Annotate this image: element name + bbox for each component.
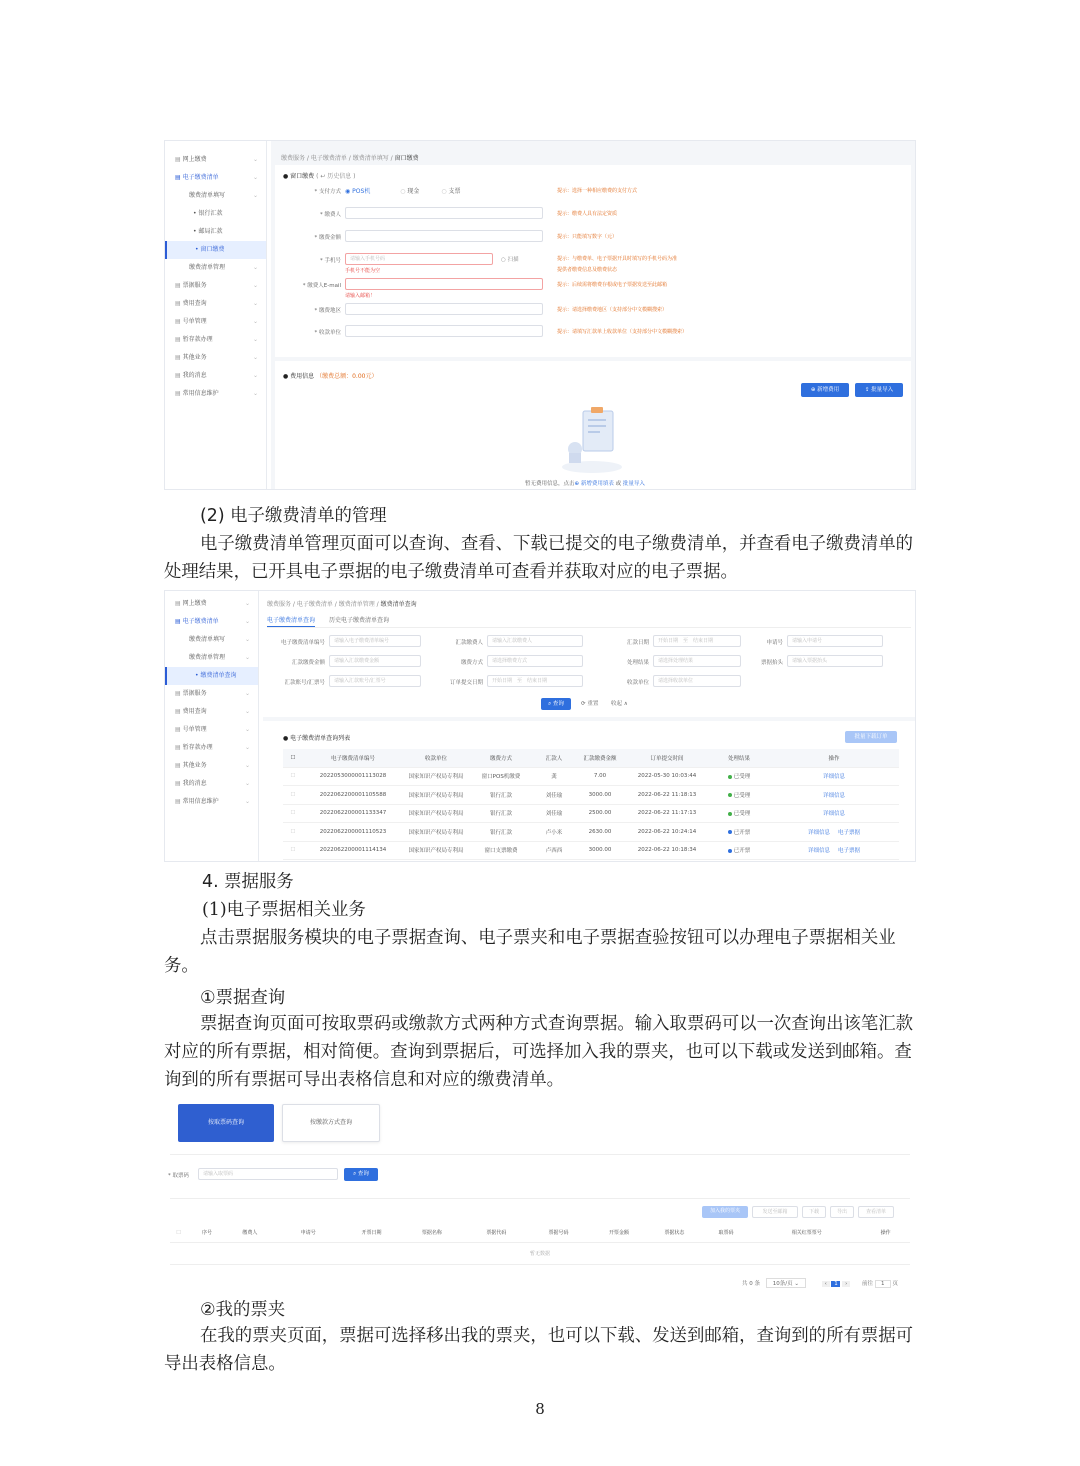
ticket-action-button[interactable]: 查看清单	[858, 1206, 894, 1218]
collapse-link[interactable]: 收起 ∧	[611, 701, 628, 707]
menu-icon: ▤	[175, 300, 183, 307]
column-header: 开票金额	[608, 1230, 629, 1237]
tab-by-payment[interactable]: 按缴款方式查询	[282, 1104, 380, 1142]
sidebar-item[interactable]	[165, 277, 266, 295]
filter-input[interactable]: 开始日期 至 结束日期	[487, 675, 583, 687]
column-header: 处理结果	[727, 755, 750, 762]
list-title: ● 电子缴费清单查询列表	[283, 735, 351, 742]
table-cell: 2022062200001133347	[319, 810, 387, 817]
sidebar-item[interactable]	[165, 169, 266, 187]
table-cell: 2022-05-30 10:03:44	[637, 773, 697, 780]
sidebar-item[interactable]	[165, 721, 258, 739]
table-cell: 2022-06-22 10:18:34	[637, 847, 697, 854]
sidebar-item[interactable]	[165, 685, 258, 703]
sidebar-item-label: 其他业务	[182, 762, 207, 769]
e-ticket-link[interactable]: 电子票据	[838, 848, 861, 855]
heading-list-management: (2) 电子缴费清单的管理	[200, 506, 387, 526]
row-checkbox[interactable]: ☐	[290, 810, 296, 817]
heading-ticket-query: ①票据查询	[200, 988, 286, 1008]
goto-label: 前往	[861, 1281, 873, 1287]
table-header	[283, 749, 899, 768]
filter-input[interactable]: 请选择收款单位	[653, 675, 741, 687]
main-panel	[263, 591, 915, 861]
sidebar-item-label: 暂存款办理	[182, 744, 213, 751]
menu-icon: ▤	[175, 354, 183, 361]
table-row	[283, 768, 899, 787]
phone-error: 手机号不能为空	[345, 268, 381, 274]
table-cell: 龚	[551, 774, 557, 781]
column-header: 相关红票票号	[791, 1230, 822, 1237]
menu-icon: ▤	[175, 618, 183, 625]
ticket-action-button[interactable]: 下载	[802, 1206, 826, 1218]
pagination	[742, 1278, 898, 1288]
chevron-down-icon: ⌄	[244, 726, 250, 733]
pay-method-label: * 支付方式	[314, 189, 341, 195]
table-cell: 7.00	[593, 773, 607, 780]
prev-page-button[interactable]: ‹	[822, 1281, 830, 1287]
sidebar-item[interactable]	[165, 703, 258, 721]
sidebar-item-label: 缴费清单管理	[189, 264, 226, 271]
email-error: 请输入邮箱！	[345, 293, 376, 299]
sidebar-item[interactable]	[165, 205, 266, 223]
sidebar-item-label: 窗口缴费	[200, 246, 225, 253]
tab-history-query[interactable]: 历史电子缴费清单查询	[328, 617, 389, 624]
sidebar-item-label: 常用信息维护	[182, 798, 219, 805]
main-panel	[271, 141, 915, 489]
status-dot	[728, 793, 732, 797]
status-badge: 已受理	[709, 791, 769, 799]
paragraph-list-management: 电子缴费清单管理页面可以查询、查看、下载已提交的电子缴费清单，并查看电子缴费清单的处理结果，已开具电子票据的电子缴费清单可查看并获取对应的电子票据。	[164, 534, 914, 582]
sidebar-item[interactable]	[165, 349, 266, 367]
chevron-down-icon: ⌄	[244, 708, 250, 715]
column-header: 票据号码	[548, 1230, 569, 1237]
chevron-down-icon: ⌄	[244, 654, 250, 661]
sidebar-item-label: 我的消息	[182, 780, 207, 787]
select-all-checkbox[interactable]: ☐	[176, 1229, 182, 1236]
empty-add-link[interactable]: 新增费用填表	[580, 481, 614, 487]
fee-card	[275, 361, 911, 489]
column-header: 订单提交时间	[650, 755, 684, 762]
sidebar-item-label: 网上缴费	[182, 600, 207, 607]
code-input[interactable]: 请输入取票码	[198, 1168, 338, 1180]
table-cell: 3000.00	[588, 847, 612, 854]
table-cell: 2022062200001110523	[319, 828, 387, 835]
chevron-down-icon: ⌄	[244, 780, 250, 787]
breadcrumb: 缴费服务 / 电子缴费清单 / 缴费清单管理 / 缴费清单查询	[267, 601, 417, 608]
filter-label: 订单提交日期	[449, 680, 483, 686]
row-actions	[769, 791, 899, 799]
filter-input[interactable]: 请输入汇款账号/汇票号	[329, 675, 421, 687]
status-badge: 已开票	[709, 828, 769, 836]
query-button[interactable]: ⌕ 查询	[541, 698, 571, 710]
sidebar-item[interactable]	[165, 259, 266, 277]
page-size-select[interactable]: 10条/页 ⌄	[766, 1278, 806, 1288]
column-header: 电子缴费清单编号	[330, 755, 375, 762]
sidebar-item[interactable]	[165, 613, 258, 631]
sidebar-item-label: 费用查询	[182, 708, 207, 715]
filter-label: 汇款缴费人	[455, 640, 483, 646]
goto-input[interactable]: 1	[875, 1280, 891, 1288]
status-badge: 已受理	[709, 809, 769, 817]
ticket-action-button[interactable]: 发送至邮箱	[752, 1206, 798, 1218]
page-number: 8	[535, 1400, 545, 1418]
column-header: 缴费人	[242, 1230, 258, 1237]
table-cell: 刘佳瑜	[545, 811, 563, 818]
sidebar-item-label: 缴费清单查询	[200, 672, 237, 679]
empty-illustration	[557, 399, 627, 475]
batch-download-button[interactable]: 批量下载订单	[845, 731, 897, 743]
reset-button[interactable]: ⟳ 重置	[581, 701, 599, 707]
menu-icon: ▤	[175, 708, 183, 715]
table-cell: 刘佳瑜	[545, 792, 563, 799]
chevron-down-icon: ⌄	[252, 372, 258, 379]
column-header: 汇款人	[545, 755, 563, 762]
filter-input[interactable]: 请选择处理结果	[653, 655, 741, 667]
sidebar-nav	[165, 141, 267, 489]
column-header: 申请号	[300, 1230, 316, 1237]
email-label: * 缴费人E-mail	[302, 283, 341, 289]
filter-input[interactable]: 请输入汇款缴费金额	[329, 655, 421, 667]
chevron-down-icon: ⌄	[252, 336, 258, 343]
filter-input[interactable]: 请输入申请号	[787, 635, 883, 647]
chevron-down-icon: ⌄	[252, 390, 258, 397]
chevron-down-icon: ⌄	[244, 600, 250, 607]
filter-input[interactable]: 请选择缴费方式	[487, 655, 583, 667]
table-row	[283, 805, 899, 824]
sidebar-item[interactable]	[165, 295, 266, 313]
menu-icon: ▤	[175, 174, 183, 181]
bullet-icon: •	[195, 246, 201, 253]
sidebar-item-label: 票据服务	[182, 282, 207, 289]
menu-icon: ▤	[175, 798, 183, 805]
status-dot	[728, 775, 732, 779]
chevron-down-icon: ⌄	[244, 618, 250, 625]
filter-input[interactable]: 开始日期 至 结束日期	[653, 635, 741, 647]
status-dot	[728, 849, 732, 853]
section-title: ● 窗口缴费 ( ↩ 历史信息 )	[283, 173, 356, 180]
table-header	[170, 1224, 910, 1243]
menu-icon: ▤	[175, 318, 183, 325]
column-header: 操作	[828, 755, 840, 762]
receiver-select[interactable]	[345, 325, 543, 337]
sidebar-item-label: 号单管理	[182, 726, 207, 733]
sidebar-item-label: 银行汇款	[198, 210, 223, 217]
menu-icon: ▤	[175, 282, 183, 289]
empty-data: 暂无数据	[170, 1243, 910, 1265]
table-cell: 2022-06-22 11:18:13	[637, 791, 697, 798]
table-cell: 国家知识产权局专利局	[408, 829, 464, 836]
sidebar-item-label: 缴费清单填写	[189, 636, 226, 643]
sidebar-item[interactable]	[165, 385, 266, 403]
table-cell: 2630.00	[588, 828, 612, 835]
phone-input[interactable]: 请输入手机号码	[345, 253, 493, 265]
list-table	[283, 749, 899, 860]
code-query-button[interactable]: ⌕ 查询	[344, 1168, 378, 1181]
email-tip: 提示：后续需将缴费存根或电子票据发送至此邮箱	[557, 282, 668, 288]
sidebar-item-label: 网上缴费	[182, 156, 207, 163]
filter-label: 汇款日期	[626, 640, 649, 646]
column-header: 票据状态	[664, 1230, 685, 1237]
filter-label: 汇款账号/汇票号	[284, 680, 325, 686]
menu-icon: ▤	[175, 780, 183, 787]
filter-label: 票据抬头	[760, 660, 783, 666]
chevron-down-icon: ⌄	[252, 354, 258, 361]
code-label: * 取票码	[168, 1173, 189, 1179]
column-header: 缴费方式	[489, 755, 512, 762]
table-cell: 窗口POS机缴费	[481, 774, 521, 781]
status-badge: 已受理	[709, 772, 769, 780]
detail-link[interactable]: 详细信息	[807, 848, 830, 855]
row-actions	[769, 846, 899, 854]
bullet-icon: •	[193, 210, 199, 217]
bullet-icon: •	[193, 228, 199, 235]
chevron-down-icon: ⌄	[244, 798, 250, 805]
table-cell: 国家知识产权局专利局	[408, 811, 464, 818]
next-page-button[interactable]: ›	[842, 1281, 850, 1287]
menu-icon: ▤	[175, 762, 183, 769]
column-header: 序号	[202, 1230, 213, 1237]
chevron-down-icon: ⌄	[252, 174, 258, 181]
detail-link[interactable]: 详细信息	[822, 774, 845, 781]
fee-info-title: ● 费用信息 （缴费总额：0.00元）	[283, 373, 378, 380]
sidebar-item-label: 票据服务	[182, 690, 207, 697]
table-cell: 2500.00	[588, 810, 612, 817]
chevron-down-icon: ⌄	[252, 282, 258, 289]
form-card	[275, 165, 911, 357]
column-header: 操作	[880, 1230, 891, 1237]
sidebar-item[interactable]	[165, 757, 258, 775]
sidebar-item[interactable]	[165, 367, 266, 385]
empty-import-link[interactable]: 批量导入	[622, 481, 645, 487]
amount-input[interactable]	[345, 230, 543, 242]
sidebar-item-label: 我的消息	[182, 372, 207, 379]
column-header: 开票日期	[361, 1230, 382, 1237]
filter-label: 处理结果	[626, 660, 649, 666]
paragraph-ticket-query: 票据查询页面可按取票码或缴款方式两种方式查询票据。输入取票码可以一次查询出该笔汇款对应的所有票据，相对简便。查询到票据后，可选择加入我的票夹，也可以下载或发送到邮箱。查询到的所有票据可导出表格信息和对应的缴费清单。	[164, 1014, 914, 1090]
ticket-action-button[interactable]: 导出	[830, 1206, 854, 1218]
email-input[interactable]	[345, 278, 543, 290]
sidebar-item[interactable]	[165, 739, 258, 757]
sidebar-item-label: 费用查询	[182, 300, 207, 307]
sidebar-item-label: 常用信息维护	[182, 390, 219, 397]
filter-label: 收款单位	[626, 680, 649, 686]
payer-label: * 缴费人	[320, 212, 341, 218]
ticket-actions	[702, 1206, 908, 1218]
filter-label: 缴费方式	[460, 660, 483, 666]
row-actions	[769, 828, 899, 836]
menu-icon: ▤	[175, 726, 183, 733]
sidebar-item[interactable]	[165, 793, 258, 811]
receiver-label: * 收款单位	[314, 330, 341, 336]
table-cell: 3000.00	[588, 791, 612, 798]
menu-icon: ▤	[175, 156, 183, 163]
menu-icon: ▤	[175, 390, 183, 397]
table-cell: 2022062200001114134	[319, 847, 387, 854]
row-checkbox[interactable]: ☐	[290, 773, 296, 780]
column-header: 收款单位	[424, 755, 447, 762]
heading-ticket-service: 4. 票据服务	[202, 872, 294, 892]
screenshot-ticket-query	[164, 1098, 916, 1292]
menu-icon: ▤	[175, 690, 183, 697]
pay-method-radios[interactable]: ◉ POS机 ○ 现金 ○ 支票	[345, 188, 461, 195]
row-checkbox[interactable]: ☐	[290, 828, 296, 835]
chevron-down-icon: ⌄	[244, 762, 250, 769]
paragraph-e-ticket-business: 点击票据服务模块的电子票据查询、电子票夹和电子票据查验按钮可以办理电子票据相关业务。	[164, 928, 896, 976]
sidebar-item[interactable]	[165, 649, 258, 667]
status-badge: 已开票	[709, 846, 769, 854]
filter-input[interactable]: 请输入电子缴费清单编号	[329, 635, 421, 647]
filter-input[interactable]: 请输入汇款缴费人	[487, 635, 583, 647]
add-fee-button[interactable]: ⊕ 新增费用	[801, 383, 849, 397]
sidebar-item-label: 邮局汇款	[198, 228, 223, 235]
table-cell: 银行汇款	[489, 792, 512, 799]
row-checkbox[interactable]: ☐	[290, 791, 296, 798]
filter-label: 申请号	[766, 640, 783, 646]
phone-tip-2: 提供者缴费信息及缴费状态	[557, 267, 618, 273]
sidebar-item[interactable]	[165, 313, 266, 331]
payer-input[interactable]	[345, 207, 543, 219]
sidebar-item[interactable]	[165, 241, 266, 259]
bullet-icon: •	[195, 672, 201, 679]
row-actions	[769, 772, 899, 780]
table-cell: 国家知识产权局专利局	[408, 848, 464, 855]
chevron-down-icon: ⌄	[252, 156, 258, 163]
sidebar-item-label: 号单管理	[182, 318, 207, 325]
sidebar-item[interactable]	[165, 223, 266, 241]
paragraph-my-folder: 在我的票夹页面，票据可选择移出我的票夹，也可以下载、发送到邮箱，查询到的所有票据可导出表格信息。	[164, 1326, 914, 1374]
status-dot	[728, 830, 732, 834]
receiver-tip: 提示：请填写汇款单上收款单位（支持部分中文模糊搜索）	[557, 329, 688, 335]
column-header: 票据代码	[486, 1230, 507, 1237]
heading-e-ticket-business: (1)电子票据相关业务	[202, 900, 366, 920]
table-cell: 窗口支票缴费	[484, 848, 518, 855]
phone-label: * 手机号	[320, 258, 341, 264]
sidebar-item-label: 电子缴费清单	[182, 174, 219, 181]
chevron-down-icon: ⌄	[244, 636, 250, 643]
breadcrumb: 缴费服务 / 电子缴费清单 / 缴费清单填写 / 窗口缴费	[281, 155, 419, 162]
screenshot-window-payment-form	[164, 140, 916, 490]
status-dot	[728, 812, 732, 816]
screenshot-list-query	[164, 590, 916, 862]
page-current[interactable]: 1	[831, 1281, 840, 1287]
amount-label: * 缴费金额	[314, 235, 341, 241]
tab-bar	[267, 615, 389, 624]
empty-hint: 暂无费用信息，点击⊕ 新增费用填表 或 批量导入	[525, 481, 645, 487]
table-row	[283, 842, 899, 861]
phone-tip: 提示：与缴费单、电子票据开具时填写的手机号码为准	[557, 256, 678, 262]
filter-panel	[263, 635, 913, 695]
table-cell: 2022053000001113028	[319, 773, 387, 780]
sidebar-item[interactable]	[165, 151, 266, 169]
chevron-down-icon: ⌄	[252, 300, 258, 307]
region-label: * 缴费地区	[314, 308, 341, 314]
table-cell: 卢西西	[545, 848, 563, 855]
chevron-down-icon: ⌄	[244, 690, 250, 697]
sidebar-item[interactable]	[165, 187, 266, 205]
column-header: 汇款缴费金额	[583, 755, 617, 762]
tab-by-code[interactable]: 按取票码查询	[178, 1104, 274, 1142]
detail-link[interactable]: 详细信息	[822, 792, 845, 799]
table-cell: 2022062200001105588	[319, 791, 387, 798]
menu-icon: ▤	[175, 336, 183, 343]
table-cell: 国家知识产权局专利局	[408, 792, 464, 799]
table-cell: 2022-06-22 10:24:14	[637, 828, 697, 835]
table-cell: 2022-06-22 11:17:13	[637, 810, 697, 817]
menu-icon: ▤	[175, 372, 183, 379]
row-checkbox[interactable]: ☐	[290, 847, 296, 854]
column-header: 票据名称	[421, 1230, 442, 1237]
column-header: 取票码	[718, 1230, 734, 1237]
sidebar-item[interactable]	[165, 667, 258, 685]
menu-icon: ▤	[175, 744, 183, 751]
chevron-down-icon: ⌄	[252, 264, 258, 271]
tab-list-query[interactable]: 电子缴费清单查询	[267, 617, 315, 627]
pagination-total: 共 0 条	[742, 1281, 760, 1287]
sidebar-item-label: 缴费清单管理	[189, 654, 226, 661]
region-tip: 提示：请选择缴费地区（支持部分中文模糊搜索）	[557, 307, 668, 313]
sidebar-item-label: 其他业务	[182, 354, 207, 361]
e-ticket-link[interactable]: 电子票据	[838, 829, 861, 836]
goto-unit: 页	[892, 1281, 898, 1287]
chevron-down-icon: ⌄	[252, 192, 258, 199]
heading-my-folder: ②我的票夹	[200, 1300, 286, 1320]
chevron-down-icon: ⌄	[252, 318, 258, 325]
sidebar-item-label: 电子缴费清单	[182, 618, 219, 625]
scan-checkbox[interactable]: ○ 扫描	[501, 257, 519, 263]
sidebar-nav	[165, 591, 259, 861]
sidebar-item[interactable]	[165, 331, 266, 349]
table-row	[283, 786, 899, 805]
menu-icon: ▤	[175, 600, 183, 607]
ticket-table	[170, 1224, 910, 1243]
table-cell: 国家知识产权局专利局	[408, 774, 464, 781]
region-select[interactable]	[345, 303, 543, 315]
payer-tip: 提示：缴费人具有法定资质	[557, 211, 618, 217]
table-cell: 卢小米	[545, 829, 563, 836]
table-cell: 银行汇款	[489, 829, 512, 836]
filter-input[interactable]: 请输入票据抬头	[787, 655, 883, 667]
ticket-action-button[interactable]: 加入我的票夹	[702, 1206, 748, 1218]
row-actions	[769, 809, 899, 817]
batch-import-button[interactable]: ⇪ 批量导入	[855, 383, 903, 397]
chevron-down-icon: ⌄	[244, 744, 250, 751]
sidebar-item[interactable]	[165, 775, 258, 793]
select-all-checkbox[interactable]: ☐	[290, 754, 296, 761]
sidebar-item-label: 暂存款办理	[182, 336, 213, 343]
pay-method-tip: 提示：选择一种相应缴费的支付方式	[557, 188, 638, 194]
detail-link[interactable]: 详细信息	[822, 811, 845, 818]
sidebar-item[interactable]	[165, 595, 258, 613]
sidebar-item[interactable]	[165, 631, 258, 649]
table-cell: 银行汇款	[489, 811, 512, 818]
filter-label: 汇款缴费金额	[291, 660, 325, 666]
filter-label: 电子缴费清单编号	[280, 640, 325, 646]
table-row	[283, 823, 899, 842]
sidebar-item-label: 缴费清单填写	[189, 192, 226, 199]
detail-link[interactable]: 详细信息	[807, 829, 830, 836]
amount-tip: 提示：只能填写数字（元）	[557, 234, 618, 240]
